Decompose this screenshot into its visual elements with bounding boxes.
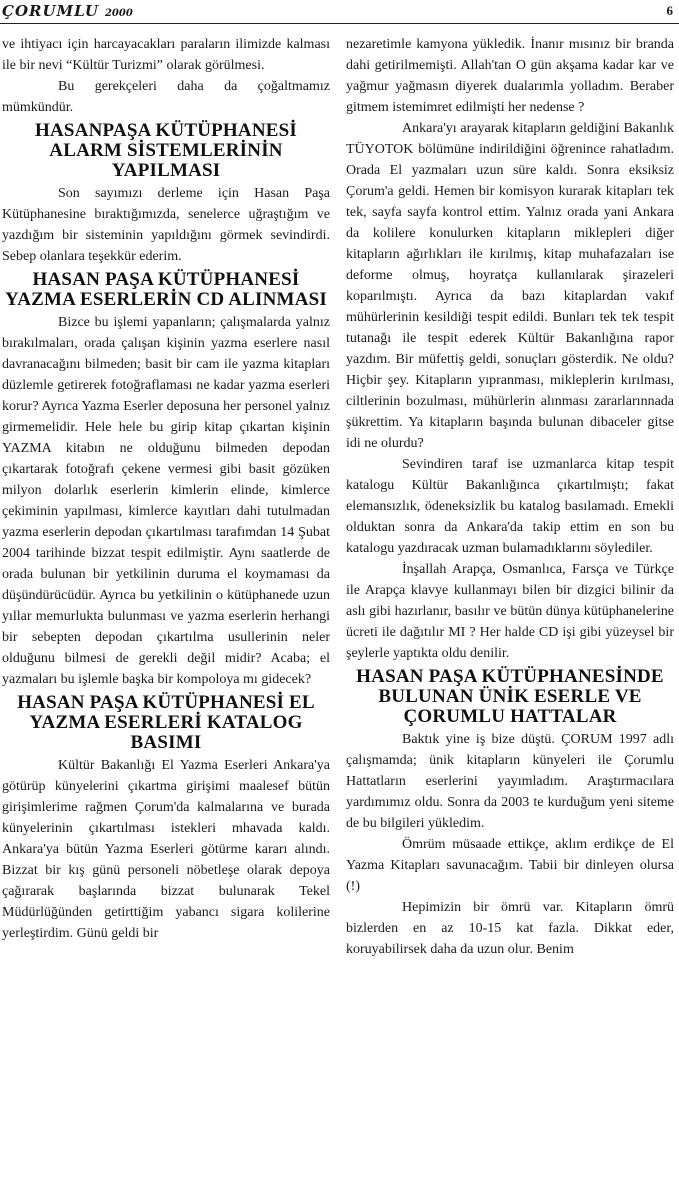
page-header	[0, 0, 679, 28]
right-column	[346, 34, 674, 1194]
paragraph: nezaretimle kamyona yükledik. İnanır mısınız bir branda dahi getirilmemişti. Allah'tan O gün akşama kadar kar ve yağmur yağmasın diyerek dualarımla yolladım. Beraber gitmem istemimret edilmişti her nedense ?	[346, 37, 674, 115]
paragraph: Ankara'yı arayarak kitapların geldiğini Bakanlık TÜYOTOK bölümüne indirildiğini öğrenince rahatladım. Orada El yazmaları uzun süre kaldı. Sonra eksiksiz Çorum'a geldi. Hemen bir komisyon kurarak kitapları tek tek, sayfa sayfa kontrol ettim. Yalnız orada yani Ankara da kolilere konulurken kitapların miklepleri diğer kitapların ağırlıkları ile kırılmış, kitap muhafazaları ise deforme olmuş, hoyratça kullanılarak şirazeleri koparılmıştı. Ayrıca da bazı kitaplardan vakıf mühürlerinin kesildiği tespit edildi. Bunları tek tek tespit tutanağı ile tespit ederek Kültür Bakanlığına rapor yazdım. Bir müfettiş geldi, sonuçları gösterdik. Ne oldu? Hiçbir şey. Kitapların yıpranması, mikleplerin kırılması, ciltlerinin bozulması, mühürlerin alınması zararlarınnada şükrettim. Ya kitapların başında bulunan dibaceler gitse idi ne olurdu?	[346, 121, 674, 451]
paragraph: Hepimizin bir ömrü var. Kitapların ömrü bizlerden en az 10-15 kat fazla. Dikkat eder, koruyabilirsek daha da uzun olur. Benim	[346, 900, 674, 957]
paragraph: Bu gerekçeleri daha da çoğaltmamız mümkündür.	[2, 79, 330, 115]
paragraph: Kültür Bakanlığı El Yazma Eserleri Ankara'ya götürüp künyelerini çıkartma girişimi maalesef bütün girişimlerime rağmen Çorum'da kalmalarına ve burada künyelerinin çıkartılması istekleri mhavada kaldı. Ankara'ya bütün Yazma Eserleri götürme kararı alındı. Bizzat bir kış günü personeli nöbetleşe olarak depoya çağırarak başlarında bizzat bulunarak Tekel Müdürlüğünden getirttiğim yabancı sigara kolilerine yerleştirdim. Günü geldi bir	[2, 758, 330, 941]
paragraph: Son sayımızı derleme için Hasan Paşa Kütüphanesine bıraktığımızda, senelerce uğraştığım ve yazdığım bir sisteminin yapıldığını görmek sevindirdi. Sebep olanlara teşekkür ederim.	[2, 186, 330, 264]
masthead-year: 2000	[104, 8, 133, 19]
section-heading: HASAN PAŞA KÜTÜPHANESİ EL YAZMA ESERLERİ KATALOG BASIMI	[17, 692, 315, 753]
paragraph: ve ihtiyacı için harcayacakları paraların ilimizde kalması ile bir nevi “Kültür Turizmi” olarak görülmesi.	[2, 37, 330, 73]
paragraph: İnşallah Arapça, Osmanlıca, Farsça ve Türkçe ile Arapça klavye kullanmayı bilen bir dizgici bilinir da aslı gibi hazırlanır, basılır ve bütün dünya kütüphanelerine ücreti ile dağıtılır MI ? Her halde CD işi gibi yüzeysel bir şeylerle yaptıkta oldu denilir.	[346, 562, 674, 661]
section-heading: HASAN PAŞA KÜTÜPHANESİNDE BULUNAN ÜNİK ESERLE VE ÇORUMLU HATTALAR	[356, 666, 664, 727]
header-rule	[0, 23, 679, 24]
masthead	[2, 2, 133, 20]
section-heading: HASANPAŞA KÜTÜPHANESİ ALARM SİSTEMLERİNİN YAPILMASI	[35, 120, 297, 181]
masthead-title: ÇORUMLU	[2, 2, 99, 20]
paragraph: Sevindiren taraf ise uzmanlarca kitap tespit katalogu Kültür Bakanlığınca çıkartılmıştı; fakat elemansızlık, ödeneksizlik bu katalog basılamadı. Emekli olduktan sonra da Ankara'da takip ettim en son bu katalogu yazdıracak uzman bulamadıklarını söylediler.	[346, 457, 674, 556]
left-column	[2, 34, 330, 1194]
paragraph: Bizce bu işlemi yapanların; çalışmalarda yalnız bırakılmaları, orada çalışan kişinin yazma eserlere nasıl davranacağını bilmeden; basit bir cam ile yazma kitapları düzlemle getirerek fotoğraflaması ne kadar yazma eserleri korur? Ayrıca Yazma Eserler deposuna her personel yalnız girmemelidir. Hele hele bu girip kitap çıkartan kişinin YAZMA kitabın ne olduğunu bilmeden depodan çıkartarak fotoğrafı çekene vermesi gibi basit gözüken milyon dolarlık eserlerin kimlerin elinde, kimlerce çekiminin yapılması, kimlerce kayıtları dahi tutulmadan yazma eserlerin depodan çıkartılması tarafımdan 14 Şubat 2004 tarihinde bizzat tespit edilmiştir. Aynı saatlerde de orada bulunan bir yetkilinin duruma el koymaması da düşündürücüdür. Ayrıca bu yetkilinin o kütüphanede uzun yıllar memurlukta bulunması ve yazma eserlerin herhangi bir sebepten depodan çıkartılma usullerinin neler olduğunu bilmesi de gerekli değil midir? Acaba; el yazmaları bu işlemle başka bir kompoloya mı gidecek?	[2, 315, 330, 687]
paragraph: Baktık yine iş bize düştü. ÇORUM 1997 adlı çalışmamda; ünik kitapların künyeleri ile Çorumlu Hattatların eserlerini yayımladım. Araştırmacılara yardımımız oldu. Sonra da 2003 te kurduğum yeni siteme de bu bilgileri yükledim.	[346, 732, 674, 831]
page-number: 6	[666, 3, 673, 18]
section-heading: HASAN PAŞA KÜTÜPHANESİ YAZMA ESERLERİN CD ALINMASI	[5, 269, 327, 310]
paragraph: Ömrüm müsaade ettikçe, aklım erdikçe de El Yazma Kitapları savunacağım. Tabii bir dinleyen olursa (!)	[346, 837, 674, 894]
